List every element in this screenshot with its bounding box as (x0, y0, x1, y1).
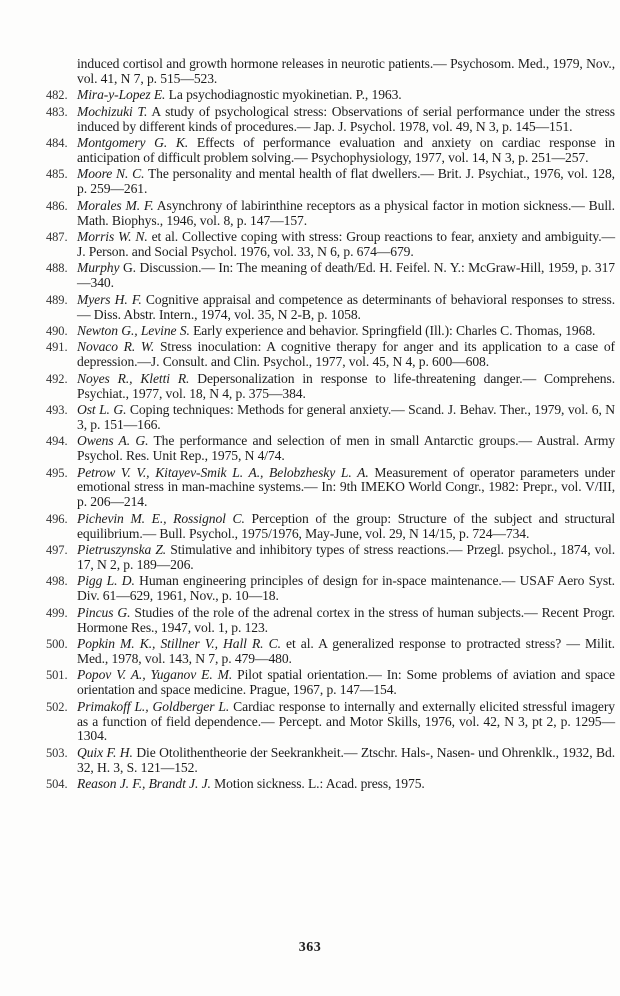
reference-number: 491. (46, 340, 68, 355)
reference-item (46, 230, 615, 260)
reference-body (77, 700, 615, 745)
reference-number: 487. (46, 229, 68, 244)
page-number: 363 (298, 940, 322, 955)
reference-entries (46, 88, 615, 792)
reference-authors: Newton G., Levine S. (77, 322, 190, 338)
reference-item (46, 340, 615, 370)
reference-item (46, 700, 615, 745)
reference-number: 499. (46, 605, 68, 620)
reference-item (46, 199, 615, 229)
reference-number: 504. (46, 777, 68, 792)
reference-body (77, 167, 615, 197)
reference-number: 490. (46, 323, 68, 338)
reference-text: et al. Collective coping with stress: Group reactions to fear, anxiety and ambiguity.— J. Person. and Social Psychol. 1976, vol. 33, N 6, p. 674—679. (77, 228, 615, 259)
reference-text: Die Otolithentheorie der Seekrankheit.— Ztschr. Hals-, Nasen- und Ohrenklk., 1932, Bd. 32, H. 3, S. 121—152. (77, 744, 615, 775)
reference-body (77, 637, 615, 667)
reference-text: La psychodiagnostic myokinetian. P., 1963. (168, 87, 402, 103)
reference-number: 482. (46, 88, 68, 103)
reference-authors: Morales M. F. (77, 197, 154, 213)
reference-item (46, 746, 615, 776)
reference-authors: Noyes R., Kletti R. (77, 370, 190, 386)
reference-text: Effects of performance evaluation and anxiety on cardiac response in anticipation of difficult problem solving.— Psychophysiology, 1977, vol. 14, N 3, p. 251—257. (77, 135, 615, 165)
reference-authors: Pichevin M. E., Rossignol C. (77, 510, 245, 526)
reference-number: 486. (46, 198, 68, 213)
reference-body (77, 324, 615, 339)
reference-item (46, 261, 615, 291)
reference-item (46, 105, 615, 135)
reference-text: G. Discussion.— In: The meaning of death/Ed. H. Feifel. N. Y.: McGraw-Hill, 1959, p. 317—340. (77, 260, 615, 291)
reference-number: 503. (46, 745, 68, 760)
reference-body (77, 88, 615, 103)
reference-body (77, 230, 615, 260)
reference-text: Cardiac response to internally and externally elicited stressful imagery as a function of field dependence.— Percept. and Motor Skills, 1976, vol. 42, N 3, pt 2, p. 1295—1304. (77, 698, 615, 744)
reference-text: Cognitive appraisal and competence as determinants of behavioral responses to stress.— Diss. Abstr. Intern., 1974, vol. 35, N 2-B, p. 1058. (77, 291, 615, 322)
reference-text: Studies of the role of the adrenal cortex in the stress of human subjects.— Recent Progr. Hormone Res., 1947, vol. 1, p. 123. (77, 604, 615, 635)
reference-item (46, 403, 615, 433)
reference-item (46, 512, 615, 542)
reference-body (77, 434, 615, 464)
reference-item (46, 372, 615, 402)
reference-text: Human engineering principles of design for in-space maintenance.— USAF Aero Syst. Div. 61—629, 1961, Nov., p. 10—18. (77, 573, 615, 604)
reference-authors: Morris W. N. (77, 228, 148, 244)
reference-number: 500. (46, 637, 68, 652)
reference-text: Motion sickness. L.: Acad. press, 1975. (214, 776, 425, 792)
reference-authors: Reason J. F., Brandt J. J. (77, 776, 211, 792)
reference-authors: Murphy (77, 260, 120, 276)
reference-number: 493. (46, 402, 68, 417)
reference-body (77, 261, 615, 291)
reference-item (46, 466, 615, 511)
reference-item (46, 606, 615, 636)
reference-text: The performance and selection of men in small Antarctic groups.— Austral. Army Psychol. Res. Unit Rep., 1975, N 4/74. (77, 433, 616, 464)
reference-number: 484. (46, 136, 68, 151)
reference-text: Measurement of operator parameters under emotional stress in man-machine systems.— In: 9th IMEKO World Congr., 1982: Prepr., vol. V/III, p. 206—214. (77, 464, 615, 510)
reference-number: 496. (46, 511, 68, 526)
reference-authors: Moore N. C. (77, 166, 145, 182)
reference-authors: Owens A. G. (77, 433, 149, 449)
reference-body (77, 372, 615, 402)
reference-number: 497. (46, 543, 68, 558)
reference-text: Pilot spatial orientation.— In: Some problems of aviation and space orientation and space medicine. Prague, 1967, p. 147—154. (77, 667, 615, 698)
reference-authors: Petrow V. V., Kitayev-Smik L. A., Belobzhesky L. A. (77, 464, 369, 480)
reference-number: 492. (46, 371, 68, 386)
reference-authors: Montgomery G. K. (77, 135, 189, 151)
reference-item (46, 543, 615, 573)
reference-number: 502. (46, 699, 68, 714)
reference-item (46, 574, 615, 604)
reference-body (77, 777, 615, 792)
reference-body (77, 606, 615, 636)
reference-continuation (46, 57, 615, 87)
reference-body (77, 512, 615, 542)
reference-text: Early experience and behavior. Springfield (Ill.): Charles C. Thomas, 1968. (193, 322, 596, 338)
reference-text: The personality and mental health of flat dwellers.— Brit. J. Psychiat., 1976, vol. 128, p. 259—261. (77, 166, 615, 197)
reference-authors: Myers H. F. (77, 291, 142, 307)
reference-body (77, 574, 615, 604)
reference-number: 483. (46, 104, 68, 119)
reference-authors: Popkin M. K., Stillner V., Hall R. C. (77, 636, 281, 652)
reference-body (77, 466, 615, 511)
reference-number: 494. (46, 434, 68, 449)
reference-text: Depersonalization in response to life-threatening danger.— Comprehens. Psychiat., 1977, vol. 18, N 4, p. 375—384. (77, 370, 615, 401)
reference-authors: Pincus G. (77, 604, 131, 620)
reference-number: 485. (46, 167, 68, 182)
reference-authors: Ost L. G. (77, 401, 127, 417)
reference-authors: Mira-y-Lopez E. (77, 87, 166, 103)
reference-number: 498. (46, 574, 68, 589)
reference-body (77, 105, 615, 135)
reference-item (46, 136, 615, 166)
reference-number: 501. (46, 668, 68, 683)
reference-list (46, 57, 615, 794)
reference-item (46, 167, 615, 197)
reference-item (46, 324, 615, 339)
reference-item (46, 637, 615, 667)
reference-number: 489. (46, 292, 68, 307)
reference-authors: Primakoff L., Goldberger L. (77, 698, 230, 714)
reference-body (77, 136, 615, 166)
reference-text: Stimulative and inhibitory types of stress reactions.— Przegl. psychol., 1874, vol. 17, N 2, p. 189—206. (77, 542, 615, 572)
reference-item (46, 777, 615, 792)
reference-text: A study of psychological stress: Observations of serial performance under the stress induced by different kinds of procedures.— Jap. J. Psychol. 1978, vol. 49, N 3, p. 145—151. (77, 103, 615, 134)
reference-authors: Quix F. H. (77, 744, 133, 760)
reference-body (77, 340, 615, 370)
reference-item (46, 88, 615, 103)
reference-item (46, 293, 615, 323)
reference-text: et al. A generalized response to protracted stress? — Milit. Med., 1978, vol. 143, N 7, p. 479—480. (77, 636, 615, 666)
reference-authors: Pietruszynska Z. (77, 542, 167, 558)
reference-authors: Popov V. A., Yuganov E. M. (77, 667, 233, 683)
reference-authors: Pigg L. D. (77, 573, 135, 589)
reference-text: Stress inoculation: A cognitive therapy for anger and its application to a case of depression.—J. Consult. and Clin. Psychol., 1977, vol. 45, N 4, p. 600—608. (77, 339, 615, 370)
reference-body (77, 746, 615, 776)
reference-number: 488. (46, 261, 68, 276)
reference-item (46, 434, 615, 464)
continuation-text: induced cortisol and growth hormone releases in neurotic patients.— Psychosom. Med., 1979, Nov., vol. 41, N 7, p. 515—523. (77, 56, 615, 86)
reference-body (77, 668, 615, 698)
reference-number: 495. (46, 465, 68, 480)
reference-body (77, 199, 615, 229)
reference-authors: Mochizuki T. (77, 103, 148, 119)
reference-item (46, 668, 615, 698)
reference-text: Coping techniques: Methods for general anxiety.— Scand. J. Behav. Ther., 1979, vol. 6, N 3, p. 151—166. (77, 401, 615, 432)
reference-text: Perception of the group: Structure of the subject and structural equilibrium.— Bull. Psychol., 1975/1976, May-June, vol. 29, N 14/15, p. 724—734. (77, 510, 616, 541)
reference-authors: Novaco R. W. (77, 339, 155, 355)
reference-text: Asynchrony of labirinthine receptors as a physical factor in motion sickness.— Bull. Math. Biophys., 1946, vol. 8, p. 147—157. (77, 197, 615, 228)
reference-body (77, 293, 615, 323)
reference-body (77, 543, 615, 573)
reference-body (77, 403, 615, 433)
